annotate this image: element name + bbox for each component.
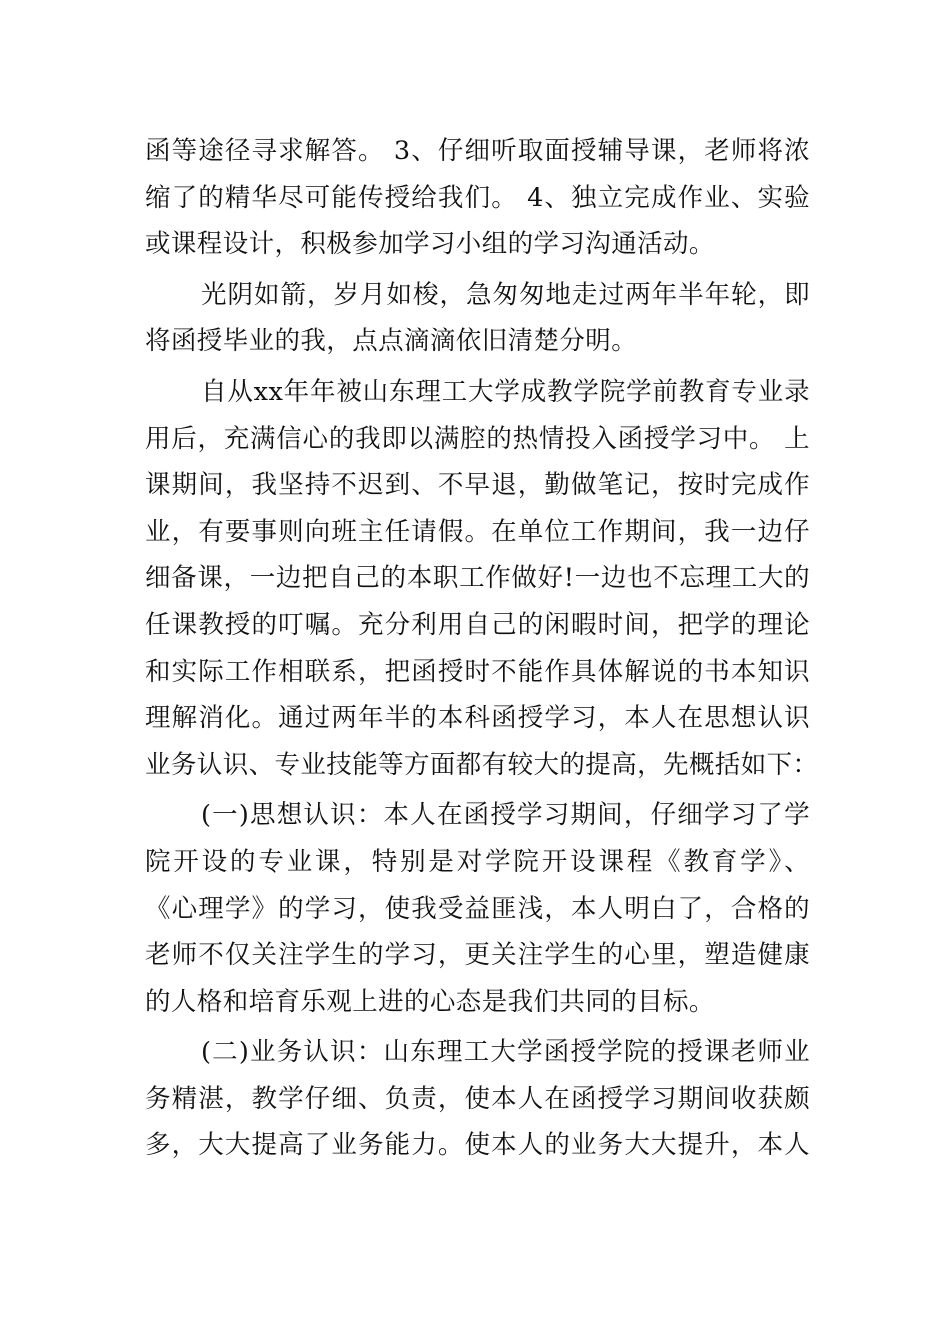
text-line: 多，大大提高了业务能力。使本人的业务大大提升，本人	[145, 1130, 810, 1161]
text-line: 务精湛，教学仔细、负责，使本人在函授学习期间收获颇	[145, 1083, 810, 1114]
paragraph	[145, 792, 810, 1025]
text-line: 自从xx年年被山东理工大学成教学院学前教育专业录	[201, 376, 810, 407]
text-line: 和实际工作相联系，把函授时不能作具体解说的书本知识	[145, 656, 810, 687]
text-line: 缩了的精华尽可能传授给我们。 4、独立完成作业、实验	[145, 182, 810, 213]
text-line: (二)业务认识：山东理工大学函授学院的授课老师业	[201, 1037, 810, 1068]
text-line: 用后，充满信心的我即以满腔的热情投入函授学习中。 上	[145, 423, 810, 454]
paragraph	[145, 1029, 810, 1169]
text-line: 光阴如箭，岁月如梭，急匆匆地走过两年半年轮，即	[201, 279, 810, 310]
text-line: 院开设的专业课，特别是对学院开设课程《教育学》、	[145, 846, 810, 877]
text-line: 业务认识、专业技能等方面都有较大的提高，先概括如下：	[145, 749, 819, 780]
text-line: 理解消化。通过两年半的本科函授学习，本人在思想认识	[145, 703, 810, 734]
text-line: 的人格和培育乐观上进的心态是我们共同的目标。	[145, 986, 715, 1017]
text-line: 业，有要事则向班主任请假。在单位工作期间，我一边仔	[145, 516, 810, 547]
text-line: 将函授毕业的我，点点滴滴依旧清楚分明。	[145, 326, 638, 357]
text-line: 任课教授的叮嘱。充分利用自己的闲暇时间，把学的理论	[145, 609, 810, 640]
document-body	[145, 128, 819, 1169]
text-line: 或课程设计，积极参加学习小组的学习沟通活动。	[145, 229, 715, 260]
text-line: 课期间，我坚持不迟到、不早退，勤做笔记，按时完成作	[145, 470, 810, 501]
paragraph	[145, 369, 819, 788]
paragraph	[145, 128, 810, 268]
text-line: 《心理学》的学习，使我受益匪浅，本人明白了，合格的	[145, 893, 810, 924]
text-line: 细备课，一边把自己的本职工作做好!一边也不忘理工大的	[145, 563, 810, 594]
text-line: (一)思想认识：本人在函授学习期间，仔细学习了学	[201, 800, 810, 831]
text-line: 函等途径寻求解答。 3、仔细听取面授辅导课，老师将浓	[145, 136, 810, 166]
text-line: 老师不仅关注学生的学习，更关注学生的心里，塑造健康	[145, 940, 810, 971]
paragraph	[145, 272, 810, 365]
